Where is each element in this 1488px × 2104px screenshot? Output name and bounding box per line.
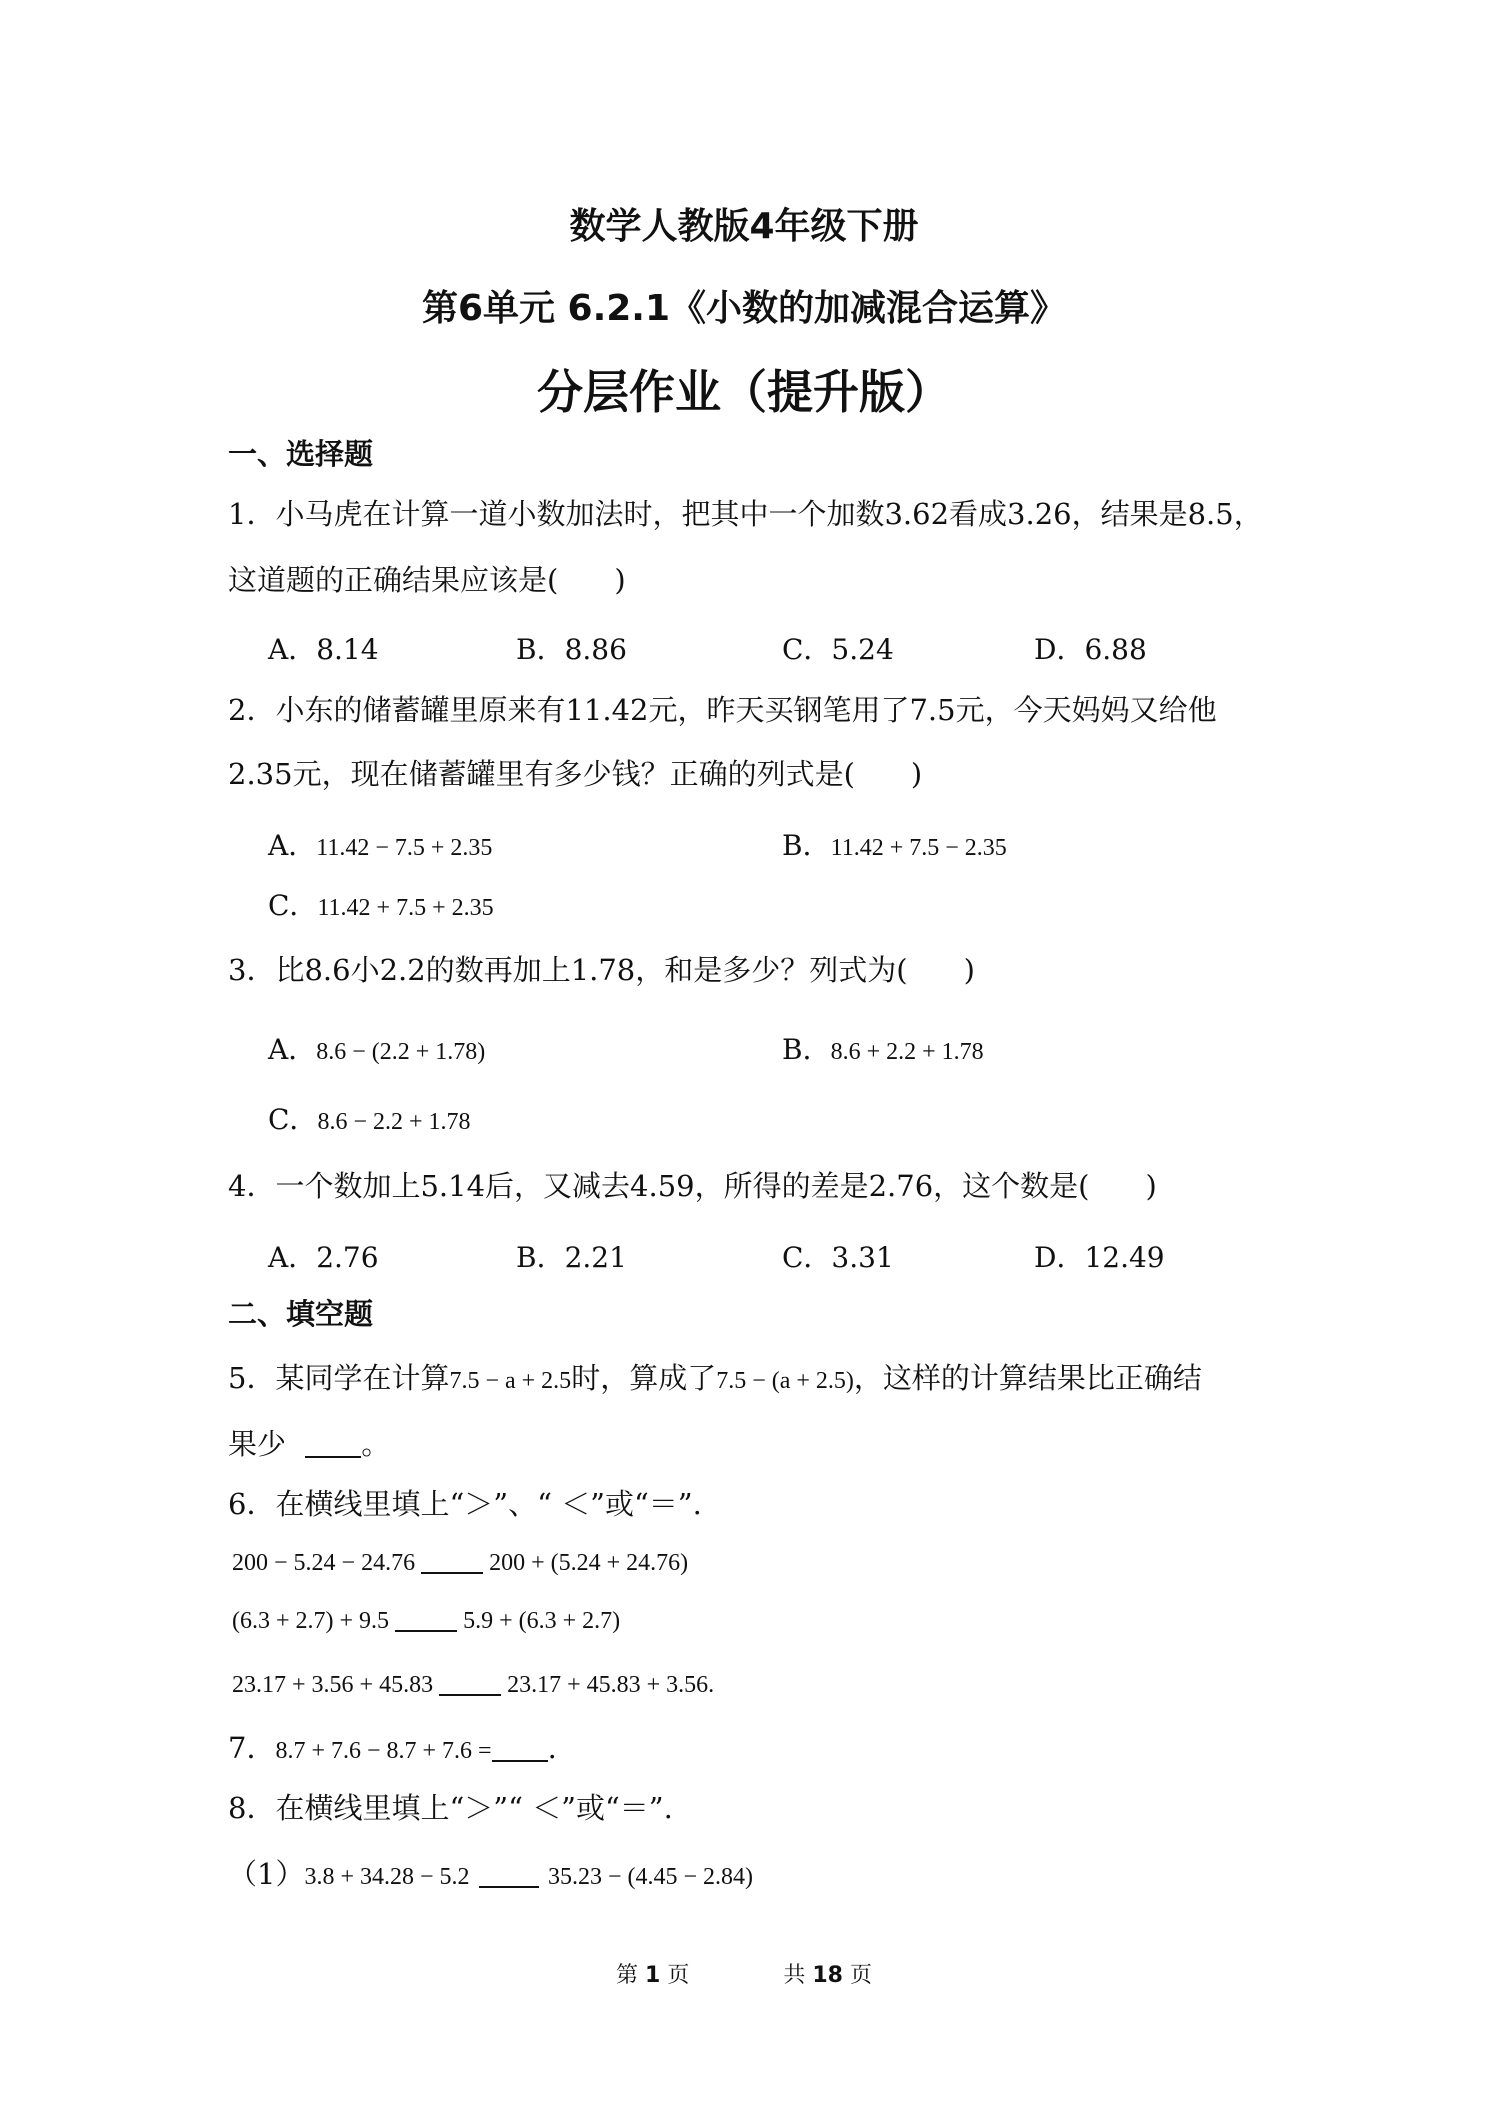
q8-row1-label: （1） <box>228 1857 305 1891</box>
q6-row3-left: 23.17 + 3.56 + 45.83 <box>232 1672 434 1698</box>
q6-row2 <box>232 1606 620 1635</box>
q6-row1-right: 200 + (5.24 + 24.76) <box>489 1550 689 1576</box>
q5-end: 。 <box>361 1427 391 1461</box>
q7-num: 7． <box>228 1731 276 1765</box>
q5-post: ，这样的计算结果比正确结 <box>853 1361 1202 1395</box>
q1-option-a[interactable]: A．8.14 <box>268 633 379 666</box>
q6-line1: 6．在横线里填上“＞”、“ ＜”或“＝”. <box>228 1487 702 1521</box>
q3-close: ) <box>963 953 975 987</box>
q2-close: ) <box>910 757 923 791</box>
section-heading-fill: 二、填空题 <box>228 1297 374 1331</box>
q5-mid: 时，算成了 <box>571 1361 717 1395</box>
q3-option-c[interactable] <box>268 1098 471 1138</box>
q6-row3 <box>232 1670 714 1699</box>
page-footer <box>0 1958 1488 1989</box>
q1-stem: 这道题的正确结果应该是( <box>228 563 559 597</box>
footer-page-prefix: 第 <box>616 1963 639 1988</box>
q3-option-c-expr: 8.6 − 2.2 + 1.78 <box>317 1109 471 1135</box>
q3-stem: 3．比8.6小2.2的数再加上1.78，和是多少？列式为( <box>228 953 908 987</box>
q2-option-a[interactable] <box>268 824 492 864</box>
q4-option-d[interactable]: D．12.49 <box>1034 1241 1165 1274</box>
q7-answer-blank[interactable] <box>492 1731 548 1762</box>
q2-line2 <box>228 752 922 793</box>
q4-option-a[interactable]: A．2.76 <box>268 1241 379 1274</box>
q6-row1 <box>232 1548 688 1577</box>
q8-row1-right: 35.23 − (4.45 − 2.84) <box>547 1864 754 1890</box>
q2-line1: 2．小东的储蓄罐里原来有11.42元，昨天买钢笔用了7.5元，今天妈妈又给他 <box>228 693 1217 727</box>
q2-option-a-label: A． <box>268 829 317 862</box>
q3-option-c-label: C． <box>268 1103 318 1136</box>
q5-pre: 5．某同学在计算 <box>228 1361 450 1395</box>
q5-answer-blank[interactable] <box>305 1427 361 1458</box>
q2-option-a-expr: 11.42 − 7.5 + 2.35 <box>316 835 493 861</box>
q1-close: ) <box>614 563 626 597</box>
q1-option-d[interactable]: D．6.88 <box>1034 633 1147 666</box>
q5-expr1: 7.5 − a + 2.5 <box>449 1368 572 1394</box>
q4-close: ) <box>1145 1169 1157 1203</box>
q6-row1-left: 200 − 5.24 − 24.76 <box>232 1550 416 1576</box>
q3-option-a-expr: 8.6 − (2.2 + 1.78) <box>316 1039 486 1065</box>
footer-page-number: 1 <box>645 1963 661 1988</box>
q4-stem: 4．一个数加上5.14后，又减去4.59，所得的差是2.76，这个数是( <box>228 1169 1090 1203</box>
q3-option-b-expr: 8.6 + 2.2 + 1.78 <box>830 1039 984 1065</box>
q3-option-b[interactable] <box>782 1028 984 1068</box>
section-heading-choice: 一、选择题 <box>228 437 374 471</box>
q7-line <box>228 1726 557 1767</box>
q3-option-a-label: A． <box>268 1033 317 1066</box>
q8-line1: 8．在横线里填上“＞”“ ＜”或“＝”. <box>228 1791 673 1825</box>
q1-option-b[interactable]: B．8.86 <box>516 633 627 666</box>
footer-page-suffix: 页 <box>667 1963 690 1988</box>
q4-option-b[interactable]: B．2.21 <box>516 1241 627 1274</box>
q5-line2-text: 果少 <box>228 1427 287 1461</box>
q1-option-c[interactable]: C．5.24 <box>782 633 894 666</box>
footer-total-prefix: 共 <box>783 1963 806 1988</box>
q4-line1 <box>228 1164 1157 1205</box>
doc-heading: 分层作业（提升版） <box>537 365 951 419</box>
q2-stem: 2.35元，现在储蓄罐里有多少钱？正确的列式是( <box>228 757 855 791</box>
q2-option-b[interactable] <box>782 824 1007 864</box>
q2-option-b-expr: 11.42 + 7.5 − 2.35 <box>830 835 1007 861</box>
q2-option-c[interactable] <box>268 884 494 924</box>
q2-option-c-label: C． <box>268 889 318 922</box>
q5-line2 <box>228 1422 390 1463</box>
q6-row3-right: 23.17 + 45.83 + 3.56 <box>507 1672 709 1698</box>
doc-subtitle: 第6单元 6.2.1《小数的加减混合运算》 <box>421 288 1067 329</box>
q2-option-b-label: B． <box>782 829 831 862</box>
q3-option-b-label: B． <box>782 1033 831 1066</box>
q7-expr: 8.7 + 7.6 − 8.7 + 7.6 = <box>275 1738 492 1764</box>
q6-row3-blank[interactable] <box>439 1670 501 1696</box>
q1-line2 <box>228 558 626 599</box>
q1-line1: 1．小马虎在计算一道小数加法时，把其中一个加数3.62看成3.26，结果是8.5， <box>228 497 1263 531</box>
q3-option-a[interactable] <box>268 1028 485 1068</box>
q3-line1 <box>228 948 975 989</box>
q4-option-c[interactable]: C．3.31 <box>782 1241 894 1274</box>
q8-row1-blank[interactable] <box>479 1857 539 1888</box>
q6-row2-blank[interactable] <box>395 1606 457 1632</box>
doc-title: 数学人教版4年级下册 <box>569 206 919 247</box>
q5-line1 <box>228 1356 1202 1397</box>
q5-expr2: 7.5 − (a + 2.5) <box>716 1368 854 1394</box>
footer-total-suffix: 页 <box>849 1963 872 1988</box>
q6-row2-right: 5.9 + (6.3 + 2.7) <box>463 1608 621 1634</box>
footer-total-pages: 18 <box>812 1963 843 1988</box>
q6-row2-left: (6.3 + 2.7) + 9.5 <box>232 1608 390 1634</box>
q6-row1-blank[interactable] <box>421 1548 483 1574</box>
q2-option-c-expr: 11.42 + 7.5 + 2.35 <box>317 895 494 921</box>
q8-row1 <box>228 1852 753 1893</box>
q6-row3-end: . <box>708 1672 715 1698</box>
q8-row1-left: 3.8 + 34.28 − 5.2 <box>304 1864 470 1890</box>
q7-end: . <box>547 1731 557 1765</box>
